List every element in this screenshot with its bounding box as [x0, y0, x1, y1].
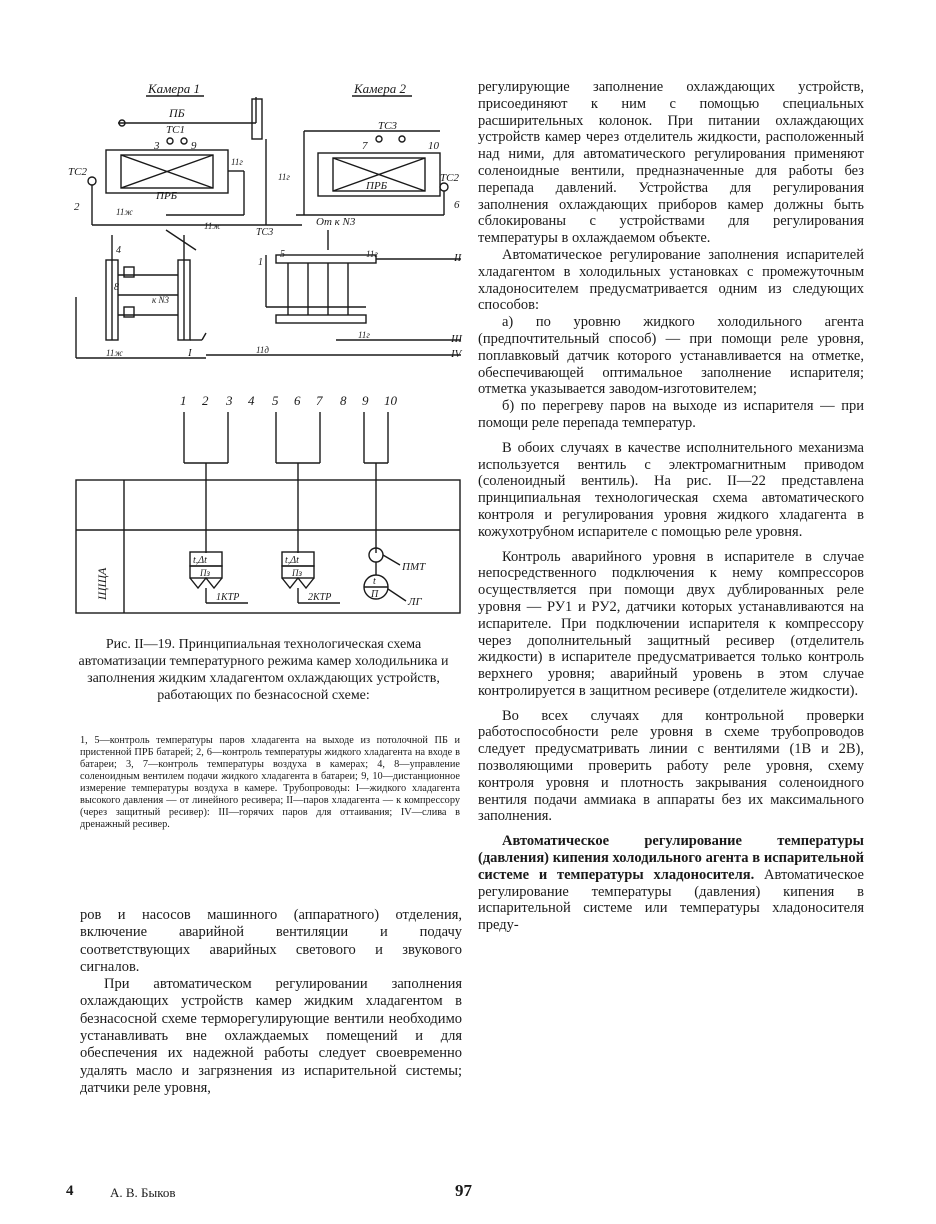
page-number: 97 [455, 1181, 472, 1200]
prb-label-1: ПРБ [156, 190, 178, 202]
p-11d: 11д [256, 345, 269, 355]
right-column [478, 79, 864, 934]
svg-text:2: 2 [202, 393, 209, 408]
pipe-II: II [454, 252, 462, 264]
number-row [180, 393, 398, 408]
pipe-I: I [188, 347, 192, 359]
left-paragraph-2: При автоматическом регулировании заполнения охлаждающих устройств камер жидким хладагентом в безнасосной схеме терморегулирующие вентили необходимо устанавливать вне охлаждаемых помещений и для обеспечения их надежной работы следует своевременно удалять масло и загрязнения из испарительной системы; датчики реле уровня, [80, 976, 462, 1096]
p-11g-3: 11г [366, 249, 378, 259]
p-11zh-3: 11ж [106, 348, 123, 358]
right-paragraph-5: В обоих случаях в качестве исполнительного механизма используется вентиль с электромагнитным приводом (соленоидный вентиль). На рис. II—22 представлена принципиальная технологическая схема автоматического контроля и регулирования уровня жидкого хладагента в кожухотрубном испарителе с помощью реле уровня. [478, 439, 864, 540]
svg-text:9: 9 [362, 393, 369, 408]
svg-text:5: 5 [272, 393, 279, 408]
p-11g-1: 11г [231, 157, 243, 167]
p-11zh-2: 11ж [204, 221, 221, 231]
pipe-IV: IV [451, 348, 462, 360]
p-11zh-1: 11ж [116, 207, 133, 217]
ts2-label-left: ТС2 [68, 166, 87, 178]
left-column [80, 907, 462, 1097]
num-3-top: 3 [154, 140, 160, 152]
kt2-label: 2КТР [308, 592, 332, 603]
td-label-1: t,Δt [193, 555, 207, 566]
author-name: А. В. Быков [110, 1185, 176, 1200]
right-paragraph-1: регулирующие заполнение охлаждающих устройств, присоединяют к ним с помощью специальных расширительных колонок. При питании охлаждающих устройств камер через отделитель жидкости, расположенный над ними, для автоматического регулирования применяют соленоидные вентили, предназначенные для работы без перепада давлений. Устройства для регулирования заполнения охлаждающих приборов камер должны быть сблокированы с устройствами для регулирования температуры в охлаждаемом объекте. [478, 79, 864, 247]
kt1-label: 1КТР [216, 592, 240, 603]
right-paragraph-4: б) по перегреву паров на выходе из испарителя — при помощи реле перепада температур. [478, 398, 864, 431]
right-paragraph-8 [478, 833, 864, 934]
left-paragraph-1: ров и насосов машинного (аппаратного) отделения, включение аварийной вентиляции и подачу соответствующих аварийных светового и звукового сигналов. [80, 907, 462, 975]
num-4: 4 [116, 245, 121, 256]
p-11g-4: 11г [358, 330, 370, 340]
ts2-label-right: ТС2 [440, 172, 459, 184]
num-2: 2 [74, 201, 80, 213]
pb-label: ПБ [169, 106, 185, 120]
signature-number: 4 [66, 1183, 74, 1199]
num-6-top: 6 [454, 199, 460, 211]
from-n3-label: От к N3 [316, 216, 356, 228]
p-11g-2: 11г [278, 172, 290, 182]
right-paragraph-7: Во всех случаях для контрольной проверки работоспособности реле уровня в схеме трубопроводов следует предусматривать линии с вентилями (1В и 2В), позволяющими проверить работу реле уровня, схему контроля уровня и плотность закрывания соленоидного вентиля подачи аммиака в аппараты без их максимального заполнения. [478, 707, 864, 825]
right-paragraph-3: а) по уровню жидкого холодильного агента (предпочтительный способ) — при помощи реле уровня, поплавковый датчик которого устанавливается на отметке, обеспечивающей оптимальное заполнение испарителя; отметка указывается заводом-изготовителем; [478, 314, 864, 398]
ts3-label-low: ТС3 [256, 227, 274, 238]
figure-caption: Рис. II—19. Принципиальная технологическая схема автоматизации температурного режима камер холодильника и заполнения жидким хладагентом охлаждающих устройств, работающих по безнасосной схеме: [78, 637, 449, 703]
svg-text:7: 7 [316, 393, 323, 408]
ts1-label: ТС1 [166, 124, 185, 136]
shchsh-label: ЩЩА [95, 567, 109, 600]
section-body: Автоматическое регулирование температуры (давления) кипения в испарительной системе или температуры хладоносителя преду- [478, 866, 864, 934]
num-8: 8 [114, 282, 119, 293]
svg-text:10: 10 [384, 393, 397, 408]
pz-label-1: Пз [200, 568, 211, 578]
svg-text:1: 1 [180, 393, 187, 408]
lg-label: ЛГ [408, 596, 422, 608]
svg-text:8: 8 [340, 393, 347, 408]
prb-label-2: ПРБ [366, 180, 388, 192]
right-paragraph-2: Автоматическое регулирование заполнения испарителей хладагентом в холодильных установках с промежуточным хладоносителем предусматривается одним из следующих способов: [478, 246, 864, 314]
svg-text:3: 3 [226, 393, 233, 408]
pmt-label: ПМТ [402, 561, 426, 573]
num-9-top: 9 [191, 140, 197, 152]
section-heading: Автоматическое регулирование температуры (давления) кипения холодильного агента в испарительной системе и температуры хладоносителя. [478, 833, 864, 883]
t-label: t [373, 576, 376, 587]
p-label: П [371, 589, 379, 600]
pipe-III: III [451, 333, 462, 345]
td-label-2: t,Δt [285, 555, 299, 566]
n3-label: к N3 [152, 295, 169, 305]
svg-text:6: 6 [294, 393, 301, 408]
svg-text:4: 4 [248, 393, 255, 408]
ts3-label-top: ТС3 [378, 120, 397, 132]
camera1-label: Камера 1 [148, 81, 200, 96]
figure-schematic [66, 75, 466, 620]
figure-legend: 1, 5—контроль температуры паров хладагента на выходе из потолочной ПБ и пристенной ПРБ батарей; 2, 6—контроль температуры жидкого хладагента на входе в батареи; 3, 7—контроль температуры воздуха в камерах; 4, 8—управление соленоидным вентилем подачи жидкого хладагента в батареи; 9, 10—дистанционное измерение температуры воздуха в камере. Трубопроводы: I—жидкого хладагента высокого давления — от линейного ресивера; II—паров хладагента — к компрессору (через защитный ресивер): III—горячих паров для оттаивания; IV—слива в дренажный ресивер. [80, 735, 460, 830]
num-1: 1 [258, 257, 263, 268]
num-5: 5 [280, 249, 285, 260]
pz-label-2: Пз [292, 568, 303, 578]
right-paragraph-6: Контроль аварийного уровня в испарителе в случае непосредственного подключения к нему компрессоров осуществляется при помощи двух дублированных реле уровня — РУ1 и РУ2, датчики которых устанавливаются на испарителе. При подключении испарителя к компрессору через дополнительный защитный ресивер (отделитель жидкости) в испарителе предусматривается только контроль верхнего уровня; аварийный уровень в этом случае контролируется в защитном ресивере (отделителе жидкости). [478, 548, 864, 699]
camera2-label: Камера 2 [354, 81, 406, 96]
num-10-top: 10 [428, 140, 439, 152]
num-7: 7 [362, 140, 368, 152]
